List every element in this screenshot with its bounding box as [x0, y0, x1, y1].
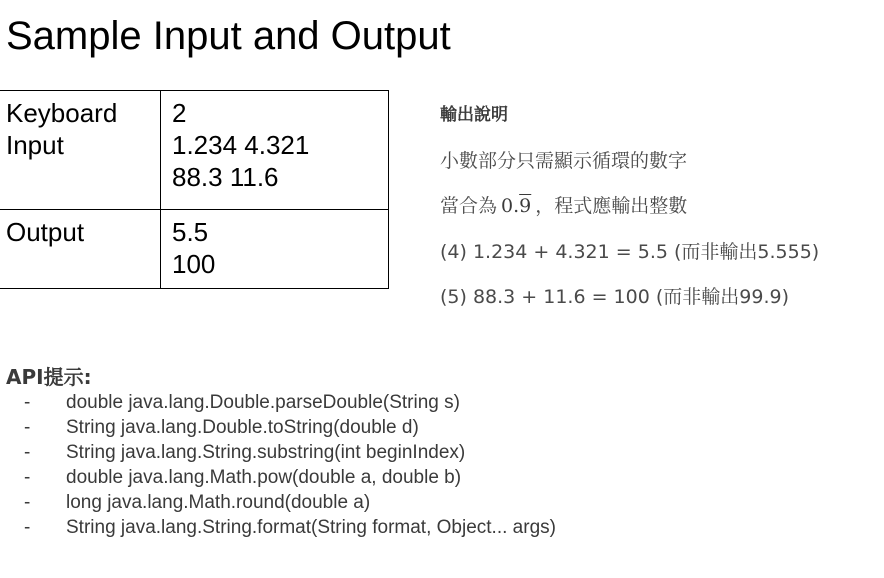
bullet-dash: - [24, 442, 31, 463]
repeating-decimal-expression [501, 195, 531, 217]
table-row-output [0, 210, 389, 289]
input-label-cell [0, 91, 161, 210]
bullet-dash: - [24, 517, 31, 538]
api-signature: String java.lang.Double.toString(double d) [66, 417, 419, 438]
table-row-input [0, 91, 389, 210]
api-hint-heading: API提示: [6, 365, 92, 389]
output-value-line: 5.5 [172, 217, 209, 247]
explanation-suffix: ，程式應輸出整數 [535, 195, 688, 217]
list-item [0, 465, 556, 490]
bullet-dash: - [24, 417, 31, 438]
api-signature: double java.lang.Double.parseDouble(String s) [66, 392, 460, 413]
api-signature: double java.lang.Math.pow(double a, double b) [66, 467, 462, 488]
explanation-example: (5) 88.3 + 11.6 = 100 (而非輸出99.9) [440, 286, 789, 308]
sample-io-table [0, 90, 389, 289]
api-signature: long java.lang.Math.round(double a) [66, 492, 371, 513]
expr-integer-part: 0. [501, 195, 520, 217]
explanation-heading: 輸出說明 [440, 105, 508, 125]
input-label-line: Input [6, 130, 64, 160]
bullet-dash: - [24, 467, 31, 488]
bullet-dash: - [24, 492, 31, 513]
page-title: Sample Input and Output [6, 14, 451, 58]
input-value-line: 1.234 4.321 [172, 130, 310, 160]
bullet-dash: - [24, 392, 31, 413]
input-value-line: 88.3 11.6 [172, 162, 279, 192]
list-item [0, 415, 556, 440]
api-hint-list [0, 390, 556, 540]
explanation-example: (4) 1.234 + 4.321 = 5.5 (而非輸出5.555) [440, 240, 820, 263]
list-item [0, 390, 556, 415]
output-value-line: 100 [172, 249, 216, 279]
explanation-prefix: 當合為 [440, 195, 498, 217]
explanation-line-formula [440, 193, 880, 239]
expr-repeating-digit: 9 [519, 195, 532, 217]
api-signature: String java.lang.String.format(String format, Object... args) [66, 517, 556, 538]
list-item [0, 515, 556, 540]
explanation-line: 小數部分只需顯示循環的數字 [440, 149, 688, 172]
output-label: Output [6, 217, 85, 247]
api-signature: String java.lang.String.substring(int beginIndex) [66, 442, 466, 463]
input-value-cell [161, 91, 389, 210]
output-label-cell [0, 210, 161, 289]
list-item [0, 490, 556, 515]
output-value-cell [161, 210, 389, 289]
input-value-line: 2 [172, 98, 187, 128]
list-item [0, 440, 556, 465]
input-label-line: Keyboard [6, 98, 118, 128]
output-explanation [440, 102, 880, 330]
